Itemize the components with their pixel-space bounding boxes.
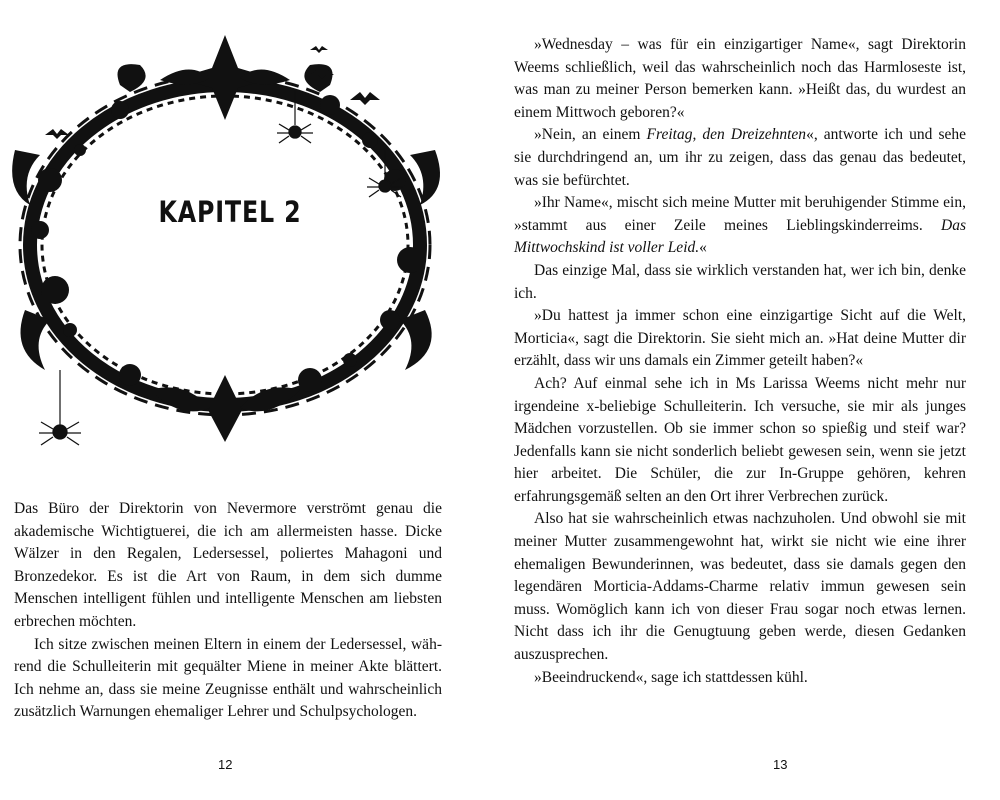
paragraph: Das Büro der Direktorin von Nevermore verströmt genau die akademische Wichtigtuerei, die ich am allermeisten hasse. Dicke Wälzer in den Regalen, Ledersessel, poliertes Mahagoni und Bronzedekor. Es ist die Art von Raum, in dem sich dumme Menschen intelligent fühlen und intelligente Menschen am liebsten erbrechen möchten. [14, 500, 442, 630]
paragraph [514, 192, 966, 260]
paragraph: Das einzige Mal, dass sie wirklich verstanden hat, wer ich bin, denke ich. [514, 261, 966, 302]
right-body-text [514, 34, 966, 689]
paragraph: Ich sitze zwischen meinen Eltern in einem der Ledersessel, während die Schulleiterin mit gequälter Miene in meiner Akte blättert. Ich nehme an, dass sie meine Zeugnisse enthält und wahrscheinlich zusätzlich Warnungen ehemaliger Lehrer und Schulpsychologen. [14, 635, 442, 721]
paragraph: »Du hattest ja immer schon eine einzigartige Sicht auf die Welt, Morticia«, sagt die Direktorin. Sie sieht mich an. »Hat deine Mutter dir erzählt, dass wir uns damals ein Zimmer geteilt haben?« [514, 307, 966, 370]
emphasis: Freitag, den Dreizehnten [646, 126, 807, 144]
paragraph: »Wednesday – was für ein einzigartiger Name«, sagt Direktorin Weems schließlich, weil das wahrscheinlich noch das Harmloseste ist, was man zu meiner Person bemerken kann. »Heißt das, du wurdest an einem Mittwoch geboren?« [514, 36, 966, 121]
paragraph [514, 124, 966, 192]
page-number: 13 [773, 757, 788, 772]
text-run: »Nein, an einem [534, 126, 647, 144]
paragraph: Also hat sie wahrscheinlich etwas nachzuholen. Und obwohl sie mit meiner Mutter zusammengewohnt hat, wirkt sie nicht wie eine ihrer ehemaligen Bewunderinnen, was bedeutet, dass sie damals gegen den legendären Morticia-Addams-Charme relativ immun gewesen sein muss. Womöglich kann ich von dieser Frau sogar noch etwas lernen. Nicht dass ich ihr die Genugtuung geben werde, diesen Gedanken auszusprechen. [514, 510, 966, 664]
paragraph: Ach? Auf einmal sehe ich in Ms Larissa Weems nicht mehr nur irgendeine x-beliebige Schulleiterin. Ich versuche, sie mir als junges Mädchen vorzustellen. Ob sie immer schon so spießig und steif war? Jedenfalls kann sie nicht sonderlich beliebt gewesen sein, wenn sie jetzt hier arbeitet. Die Schüler, die zur In-Gruppe gehören, kehren erfahrungsgemäß selten an den Ort ihrer Verbrechen zurück. [514, 374, 966, 505]
text-run: «, antworte ich und sehe sie durchdringend an, um ihr zu zeigen, dass das genau das bedeutet, was sie befürchtet. [514, 126, 966, 189]
emphasis: Das Mittwochskind ist voller Leid. [514, 216, 966, 257]
chapter-title: KAPITEL 2 [158, 195, 302, 229]
page-number: 12 [218, 757, 233, 772]
left-body-text [14, 498, 442, 724]
ornamental-frame-icon [10, 30, 450, 450]
paragraph: »Beeindruckend«, sage ich stattdessen kühl. [534, 668, 808, 686]
text-run: »Ihr Name«, mischt sich meine Mutter mit beruhigender Stimme ein, »stammt aus einer Zeile meines Lieblingskinderreims. [514, 194, 966, 234]
right-page [500, 0, 1000, 800]
text-run: « [699, 239, 707, 257]
